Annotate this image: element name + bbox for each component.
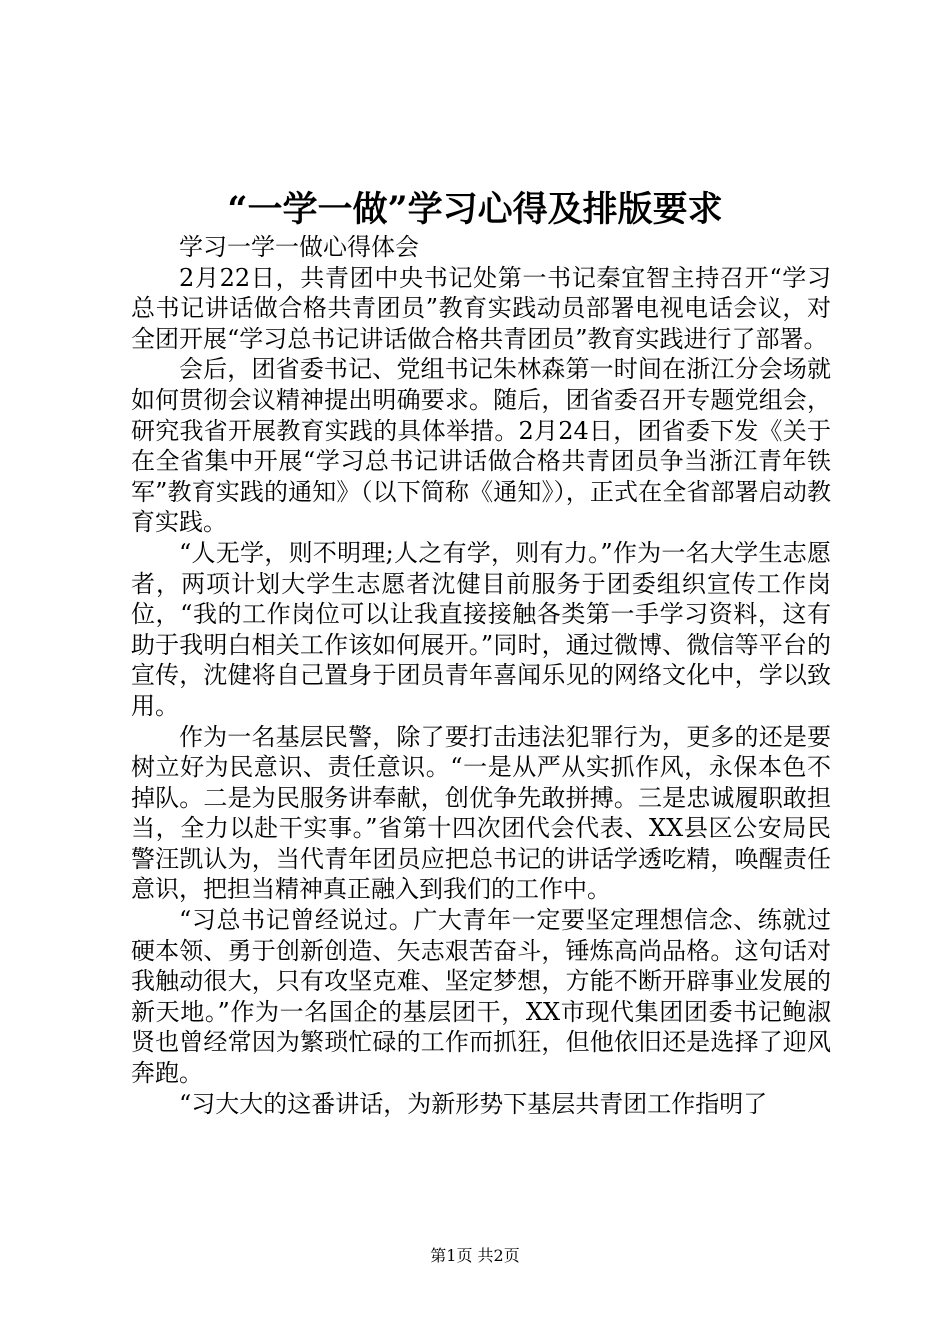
paragraph: 2月22日，共青团中央书记处第一书记秦宜智主持召开“学习总书记讲话做合格共青团员”教育实践动员部署电视电话会议，对全团开展“学习总书记讲话做合格共青团员”教育实践进行了部署。 xyxy=(131,263,831,353)
paragraph-subtitle: 学习一学一做心得体会 xyxy=(179,233,419,261)
paragraph: “习大大的这番讲话，为新形势下基层共青团工作指明了 xyxy=(179,1089,768,1118)
paragraph: “习总书记曾经说过。广大青年一定要坚定理想信念、练就过硬本领、勇于创新创造、矢志艰苦奋斗，锤炼高尚品格。这句话对我触动很大，只有攻坚克难、坚定梦想，方能不断开辟事业发展的新天地。”作为一名国企的基层团干，XX市现代集团团委书记鲍淑贤也曾经常因为繁琐忙碌的工作而抓狂，但他依旧还是选择了迎风奔跑。 xyxy=(131,906,831,1088)
document-body xyxy=(131,232,831,1119)
paragraph: 作为一名基层民警，除了要打击违法犯罪行为，更多的还是要树立好为民意识、责任意识。“一是从严从实抓作风，永保本色不掉队。二是为民服务讲奉献，创优争先敢拼搏。三是忠诚履职敢担当，全力以赴干实事。”省第十四次团代会代表、XX县区公安局民警汪凯认为，当代青年团员应把总书记的讲话学透吃精，唤醒责任意识，把担当精神真正融入到我们的工作中。 xyxy=(131,722,831,904)
document-title: “一学一做”学习心得及排版要求 xyxy=(227,189,723,230)
paragraph: 会后，团省委书记、党组书记朱林森第一时间在浙江分会场就如何贯彻会议精神提出明确要求。随后，团省委召开专题党组会，研究我省开展教育实践的具体举措。2月24日，团省委下发《关于在全省集中开展“学习总书记讲话做合格共青团员争当浙江青年铁军”教育实践的通知》（以下简称《通知》），正式在全省部署启动教育实践。 xyxy=(131,355,831,537)
page-number-footer: 第1页 共2页 xyxy=(430,1246,520,1265)
paragraph: “人无学，则不明理;人之有学，则有力。”作为一名大学生志愿者，两项计划大学生志愿者沈健目前服务于团委组织宣传工作岗位，“我的工作岗位可以让我直接接触各类第一手学习资料，这有助于我明白相关工作该如何展开。”同时，通过微博、微信等平台的宣传，沈健将自己置身于团员青年喜闻乐见的网络文化中，学以致用。 xyxy=(131,538,831,720)
